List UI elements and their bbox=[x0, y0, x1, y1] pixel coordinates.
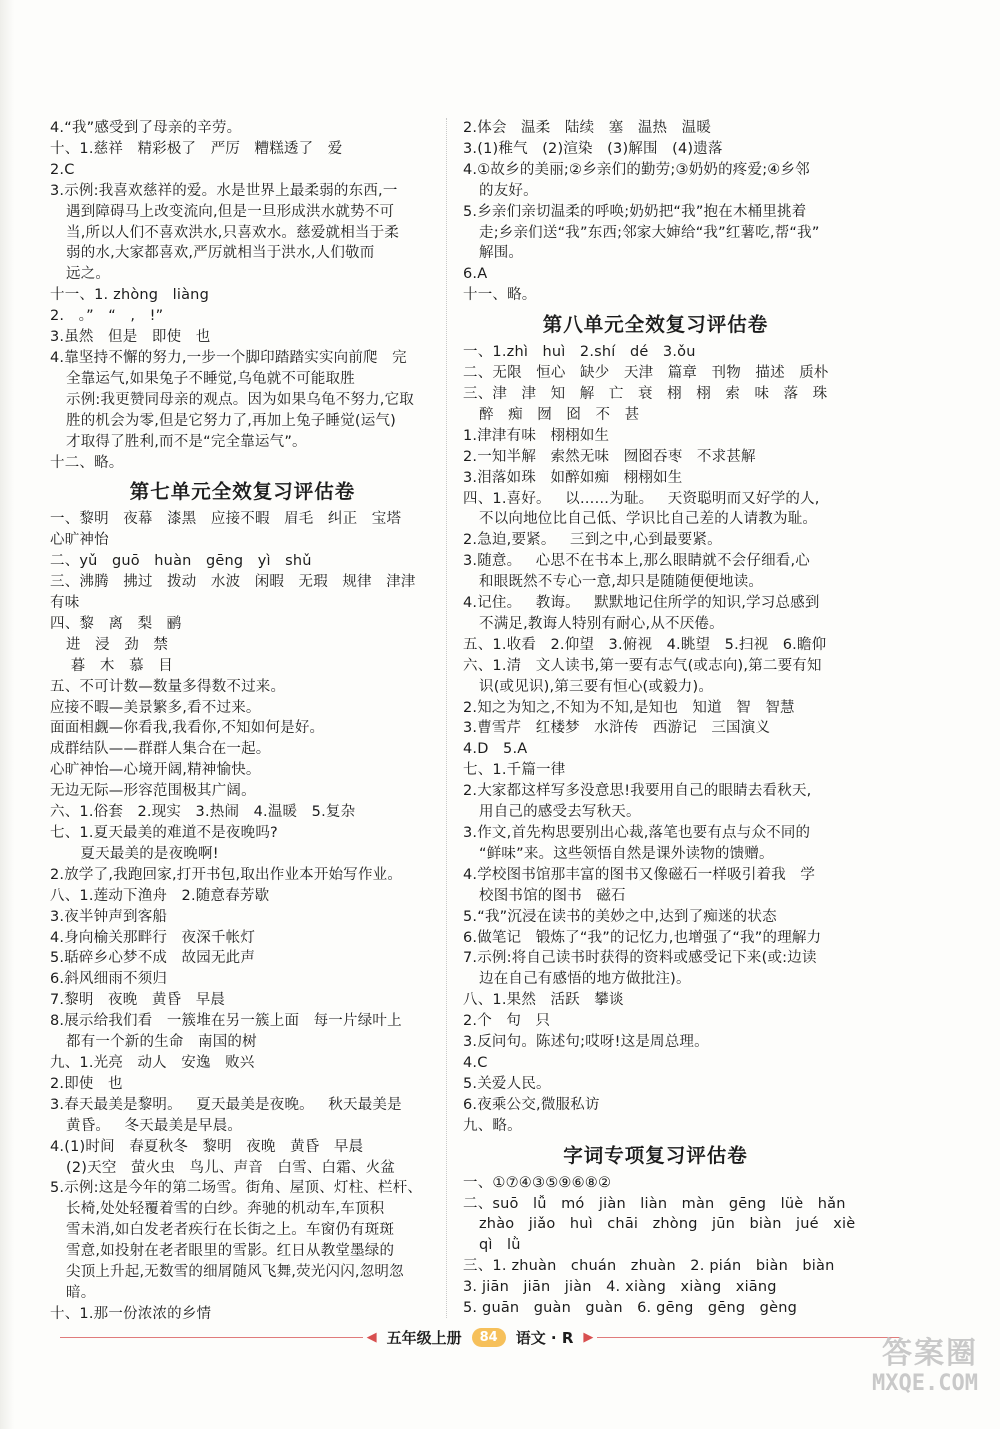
right-answer-line: 醉 痴 囫 囵 不 甚 bbox=[479, 406, 640, 423]
left-answer-line: 遇到障碍马上改变流向,但是一旦形成洪水就势不可 bbox=[66, 203, 395, 220]
left-answer-line: 九、1.光亮 动人 安逸 败兴 bbox=[50, 1054, 255, 1071]
left-answer-line: 当,所以人们不喜欢洪水,只喜欢水。慈爱就相当于柔 bbox=[66, 224, 400, 241]
left-answer-line: 十二、略。 bbox=[50, 454, 124, 471]
left-answer-line: 3.夜半钟声到客船 bbox=[50, 908, 168, 925]
left-answer-line: 2.即使 也 bbox=[50, 1075, 123, 1092]
right-answer-line: 1.津津有味 栩栩如生 bbox=[463, 427, 610, 444]
footer-grade: 五年级上册 bbox=[386, 1328, 462, 1347]
left-answer-line: 8.展示给我们看 一簇堆在另一簇上面 每一片绿叶上 bbox=[50, 1013, 402, 1030]
left-answer-line: 远之。 bbox=[66, 266, 111, 283]
left-answer-line: 十、1.慈祥 精彩极了 严厉 糟糕透了 爱 bbox=[50, 140, 343, 157]
left-answer-line: 2.放学了,我跑回家,打开书包,取出作业本开始写作业。 bbox=[50, 866, 403, 883]
left-answer-line: 雪未消,如白发老者疾行在长街之上。车窗仍有斑斑 bbox=[66, 1222, 395, 1239]
left-answer-line: 四、黎 离 梨 鹂 bbox=[50, 615, 182, 632]
right-answer-line: 2.知之为知之,不知为不知,是知也 知道 智 智慧 bbox=[463, 699, 795, 716]
left-answer-line: 七、1.夏天最美的难道不是夜晚吗? bbox=[50, 825, 278, 841]
right-answer-line: 用自己的感受去写秋天。 bbox=[479, 804, 641, 821]
right-column bbox=[463, 118, 856, 1319]
right-answer-line: 6.夜乘公交,微服私访 bbox=[463, 1096, 600, 1113]
left-answer-line: 4.身向榆关那畔行 夜深千帐灯 bbox=[50, 929, 256, 946]
right-answer-line: 六、1.清 文人读书,第一要有志气(或志向),第二要有知 bbox=[463, 657, 822, 674]
right-answer-line: 2.一知半解 索然无味 囫囵吞枣 不求甚解 bbox=[463, 448, 756, 465]
left-answer-line: 6.斜风细雨不须归 bbox=[50, 971, 168, 988]
right-answer-line: 九、略。 bbox=[463, 1117, 522, 1134]
left-answer-line: 一、黎明 夜幕 漆黑 应接不暇 眉毛 纠正 宝塔 bbox=[50, 511, 402, 528]
right-answer-line: 一、①⑦④③⑤⑨⑥⑧② bbox=[463, 1174, 612, 1191]
left-answer-line: 尖顶上升起,无数雪的细屑随风飞舞,荧光闪闪,忽明忽 bbox=[66, 1264, 404, 1281]
left-answer-line: 4.(1)时间 春夏秋冬 黎明 夜晚 黄昏 早晨 bbox=[50, 1138, 364, 1155]
right-answer-line: 3.反问句。陈述句;哎呀!这是周总理。 bbox=[463, 1034, 709, 1051]
left-answer-line: 7.黎明 夜晚 黄昏 早晨 bbox=[50, 992, 226, 1009]
right-answer-line: 3.作文,首先构思要别出心裁,落笔也要有点与众不同的 bbox=[463, 825, 811, 841]
right-answer-line: 的友好。 bbox=[479, 182, 538, 199]
right-answer-line: 4.①故乡的美丽;②乡亲们的勤劳;③奶奶的疼爱;④乡邻 bbox=[463, 161, 810, 178]
left-answer-line: 5.聒碎乡心梦不成 故园无此声 bbox=[50, 950, 256, 967]
right-answer-line: 6.做笔记 锻炼了“我”的记忆力,也增强了“我”的理解力 bbox=[463, 929, 822, 946]
right-answer-line: “鲜味”来。这些领悟自然是课外读物的馈赠。 bbox=[479, 845, 774, 862]
right-answer-line: 走;乡亲们送“我”东西;邻家大婶给“我”红薯吃,帮“我” bbox=[479, 224, 820, 241]
left-answer-line: 暮 木 慕 目 bbox=[66, 657, 173, 674]
left-answer-line: 六、1.俗套 2.现实 3.热闹 4.温暖 5.复杂 bbox=[50, 804, 356, 821]
right-answer-line: 三、1. zhuàn chuán zhuàn 2. pián biàn biàn bbox=[463, 1258, 835, 1275]
left-answer-line: 全靠运气,如果兔子不睡觉,乌龟就不可能取胜 bbox=[66, 370, 355, 387]
right-answer-line: 6.A bbox=[463, 266, 488, 283]
left-answer-line: 3.示例:我喜欢慈祥的爱。水是世界上最柔弱的东西,一 bbox=[50, 182, 398, 199]
left-answer-line: 3.虽然 但是 即使 也 bbox=[50, 329, 211, 346]
right-answer-line: 边在自己有感悟的地方做批注)。 bbox=[479, 971, 691, 988]
right-answer-line: 3.泪落如珠 如醉如痴 栩栩如生 bbox=[463, 469, 683, 486]
left-answer-line: 2.C bbox=[50, 161, 75, 178]
left-answer-line: 心旷神怡—心境开阔,精神愉快。 bbox=[50, 762, 261, 779]
page-footer bbox=[60, 1323, 900, 1351]
right-answer-line: 3.(1)稚气 (2)渲染 (3)解围 (4)遗落 bbox=[463, 140, 723, 157]
left-column bbox=[50, 118, 435, 1325]
page-number-badge: 84 bbox=[472, 1328, 506, 1347]
right-answer-line: 2.大家都这样写多没意思!我要用自己的眼睛去看秋天, bbox=[463, 783, 812, 800]
right-answer-line: 五、1.收看 2.仰望 3.俯视 4.眺望 5.扫视 6.瞻仰 bbox=[463, 636, 827, 653]
left-answer-line: 弱的水,大家都喜欢,严厉就相当于洪水,人们敬而 bbox=[66, 245, 375, 262]
right-answer-line: 4.D 5.A bbox=[463, 741, 528, 758]
watermark-logo-text: 答案圈 bbox=[882, 1336, 978, 1371]
column-divider bbox=[446, 118, 447, 1318]
left-answer-line: 三、沸腾 拂过 拨动 水波 闲暇 无瑕 规律 津津 bbox=[50, 574, 416, 591]
left-answer-line: 3.春天最美是黎明。 夏天最美是夜晚。 秋天最美是 bbox=[50, 1096, 402, 1113]
right-answer-line: 3.曹雪芹 红楼梦 水浒传 西游记 三国演义 bbox=[463, 720, 771, 737]
left-answer-line: 应接不暇—美景繁多,看不过来。 bbox=[50, 699, 261, 716]
left-answer-line: 八、1.莲动下渔舟 2.随意春芳歇 bbox=[50, 887, 270, 904]
left-answer-line: 才取得了胜利,而不是“完全靠运气”。 bbox=[66, 433, 307, 450]
left-answer-line: 4.靠坚持不懈的努力,一步一个脚印踏踏实实向前爬 完 bbox=[50, 349, 407, 366]
right-answer-line: 4.学校图书馆那丰富的图书又像磁石一样吸引着我 学 bbox=[463, 866, 816, 883]
left-answer-line: 有味 bbox=[50, 595, 80, 612]
right-answer-line: 不以向地位比自己低、学识比自己差的人请教为耻。 bbox=[479, 511, 818, 528]
site-watermark bbox=[828, 1337, 978, 1407]
left-answer-line: 雪意,如投射在老者眼里的雪影。红日从教堂墨绿的 bbox=[66, 1243, 395, 1260]
right-answer-line: 5.关爱人民。 bbox=[463, 1075, 551, 1092]
left-answer-line: 暗。 bbox=[66, 1284, 96, 1301]
right-answer-line: zhào jiǎo huì chāi zhòng jūn biàn jué xiè bbox=[479, 1216, 856, 1233]
left-answer-line: 进 浸 劲 禁 bbox=[66, 636, 169, 653]
watermark-url: MXQE.COM bbox=[872, 1371, 978, 1396]
left-answer-line: 5.示例:这是今年的第二场雪。街角、屋顶、灯柱、栏杆、 bbox=[50, 1180, 423, 1197]
right-answer-line: 一、1.zhì huì 2.shí dé 3.ǒu bbox=[463, 344, 696, 361]
right-answer-line: 7.示例:将自己读书时获得的资料或感受记下来(或:边读 bbox=[463, 950, 817, 967]
right-answer-line: 七、1.千篇一律 bbox=[463, 762, 566, 779]
footer-arrow-right-icon: ▶ bbox=[583, 1329, 594, 1345]
left-answer-line: 黄昏。 冬天最美是早晨。 bbox=[66, 1117, 243, 1134]
left-answer-line: 长椅,处处轻覆着雪的白纱。奔驰的机动车,车顶积 bbox=[66, 1201, 385, 1218]
left-section-heading: 第七单元全效复习评估卷 bbox=[129, 480, 356, 504]
left-answer-line: 心旷神怡 bbox=[50, 532, 109, 549]
right-answer-line: 2.体会 温柔 陆续 塞 温热 温暖 bbox=[463, 120, 712, 136]
right-answer-line: 解围。 bbox=[479, 245, 524, 262]
right-answer-line: 不满足,教诲人特别有耐心,从不厌倦。 bbox=[479, 615, 724, 632]
right-answer-line: 5.“我”沉浸在读书的美妙之中,达到了痴迷的状态 bbox=[463, 908, 777, 925]
right-answer-line: 5.乡亲们亲切温柔的呼唤;奶奶把“我”抱在木桶里挑着 bbox=[463, 203, 807, 220]
right-answer-line: 识(或见识),第三要有恒心(或毅力)。 bbox=[479, 678, 714, 695]
footer-arrow-left-icon: ◀ bbox=[366, 1329, 377, 1345]
right-answer-line: 3. jiān jiān jiàn 4. xiàng xiàng xiāng bbox=[463, 1279, 777, 1296]
left-answer-line: 4.“我”感受到了母亲的辛劳。 bbox=[50, 120, 242, 136]
left-answer-line: 都有一个新的生命 南国的树 bbox=[66, 1034, 257, 1051]
page-edge-shadow bbox=[0, 0, 14, 1429]
left-answer-line: 二、yǔ guō huàn gēng yì shǔ bbox=[50, 553, 312, 570]
right-answer-line: 3.随意。 心思不在书本上,那么眼睛就不会仔细看,心 bbox=[463, 553, 810, 570]
right-answer-line: 四、1.喜好。 以……为耻。 天资聪明而又好学的人, bbox=[463, 490, 820, 507]
right-answer-line: 2.急迫,要紧。 三到之中,心到最要紧。 bbox=[463, 532, 722, 549]
right-answer-line: 和眼既然不专心一意,却只是随随便便地读。 bbox=[479, 574, 764, 591]
right-answer-line: 2.个 句 只 bbox=[463, 1013, 551, 1030]
left-answer-line: 五、不可计数—数量多得数不过来。 bbox=[50, 678, 286, 695]
footer-subject: 语文 · R bbox=[515, 1328, 574, 1347]
left-answer-line: 示例:我更赞同母亲的观点。因为如果乌龟不努力,它取 bbox=[66, 391, 414, 408]
right-section-heading: 第八单元全效复习评估卷 bbox=[542, 313, 769, 337]
right-section-heading: 字词专项复习评估卷 bbox=[563, 1143, 748, 1167]
left-answer-line: 无边无际—形容范围极其广阔。 bbox=[50, 783, 256, 800]
left-answer-line: 十、1.那一份浓浓的乡情 bbox=[50, 1305, 212, 1322]
footer-rule-left bbox=[60, 1337, 363, 1338]
right-answer-line: 校图书馆的图书 磁石 bbox=[479, 887, 626, 904]
right-answer-line: qì lǜ bbox=[479, 1237, 521, 1254]
left-answer-line: 夏天最美的是夜晚啊! bbox=[66, 845, 219, 862]
left-answer-line: (2)天空 萤火虫 鸟儿、声音 白雪、白霜、火盆 bbox=[66, 1159, 396, 1176]
right-answer-line: 八、1.果然 活跃 攀谈 bbox=[463, 992, 624, 1009]
left-answer-line: 十一、1. zhòng liàng bbox=[50, 287, 209, 304]
right-answer-line: 4.C bbox=[463, 1054, 488, 1071]
right-answer-line: 二、无限 恒心 缺少 天津 篇章 刊物 描述 质朴 bbox=[463, 365, 829, 382]
left-answer-line: 面面相觑—你看我,我看你,不知如何是好。 bbox=[50, 720, 325, 737]
left-answer-line: 胜的机会为零,但是它努力了,再加上兔子睡觉(运气) bbox=[66, 412, 397, 429]
right-answer-line: 5. guān guàn guàn 6. gēng gēng gèng bbox=[463, 1300, 797, 1317]
right-answer-line: 三、津 津 知 解 亡 衰 栩 栩 索 味 落 珠 bbox=[463, 385, 828, 402]
left-answer-line: 2. 。” “ , !” bbox=[50, 308, 164, 325]
left-answer-line: 成群结队——群群人集合在一起。 bbox=[50, 741, 271, 758]
right-answer-line: 十一、略。 bbox=[463, 287, 537, 304]
right-answer-line: 4.记住。 教诲。 默默地记住所学的知识,学习总感到 bbox=[463, 595, 820, 612]
right-answer-line: 二、suō lǚ mó jiàn liàn màn gēng lüè hǎn bbox=[463, 1195, 846, 1212]
